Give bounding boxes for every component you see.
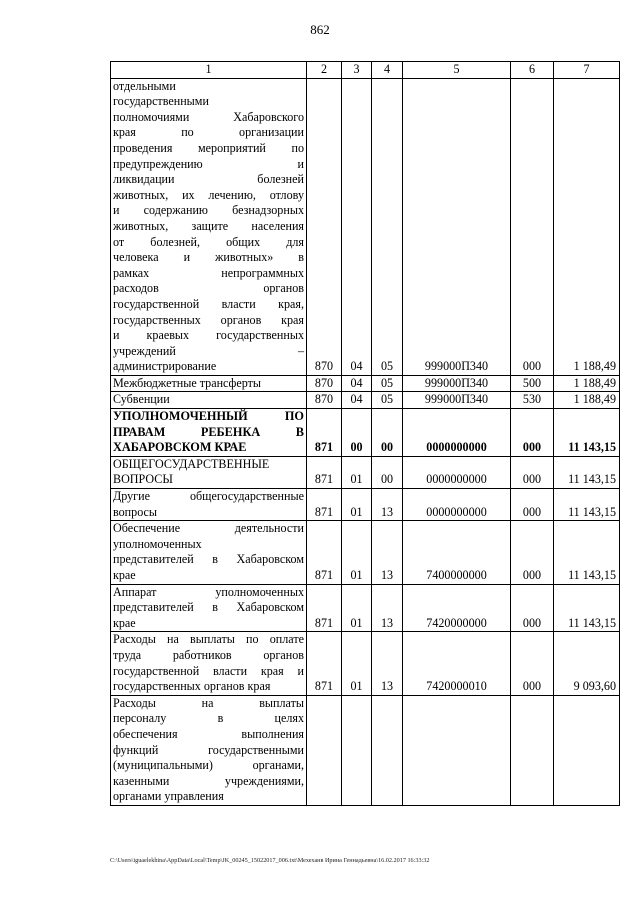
section-code: 04 (342, 392, 372, 409)
subsection-code: 05 (372, 375, 403, 392)
description-line: крае (113, 615, 136, 630)
grbs-code: 870 (307, 78, 342, 375)
description-line: представителей в Хабаровском (113, 600, 304, 615)
description-line: ВОПРОСЫ (113, 472, 173, 487)
description-line: и краевых государственных (113, 328, 304, 343)
grbs-code: 871 (307, 632, 342, 695)
description-line: и содержанию безнадзорных (113, 203, 304, 218)
target-article-code: 999000П340 (403, 392, 511, 409)
row-description (111, 409, 307, 457)
section-code: 01 (342, 521, 372, 584)
description-line: функций государственными (113, 742, 304, 757)
section-code: 01 (342, 584, 372, 632)
budget-table (110, 61, 620, 806)
description-line: уполномоченных (113, 536, 202, 551)
header-cell: 3 (342, 62, 372, 79)
description-line: Обеспечение деятельности (113, 521, 304, 536)
description-line: органами управления (113, 789, 224, 804)
expense-type-code: 000 (511, 632, 554, 695)
row-description (111, 456, 307, 488)
description-line: Аппарат уполномоченных (113, 584, 304, 599)
row-description (111, 695, 307, 805)
description-line: государственных органов края (113, 679, 271, 694)
row-description (111, 632, 307, 695)
expense-type-code (511, 695, 554, 805)
subsection-code: 00 (372, 409, 403, 457)
row-description (111, 584, 307, 632)
header-cell: 4 (372, 62, 403, 79)
subsection-code: 05 (372, 392, 403, 409)
description-line: государственной власти края и (113, 663, 304, 678)
description-line: проведения мероприятий по (113, 140, 304, 155)
grbs-code: 871 (307, 521, 342, 584)
section-code: 04 (342, 375, 372, 392)
amount: 11 143,15 (554, 409, 620, 457)
header-cell: 1 (111, 62, 307, 79)
amount: 11 143,15 (554, 584, 620, 632)
expense-type-code: 500 (511, 375, 554, 392)
description-line: ПРАВАМ РЕБЕНКА В (113, 424, 304, 439)
header-cell: 6 (511, 62, 554, 79)
table-row (111, 375, 620, 392)
description-line: Субвенции (113, 392, 170, 407)
grbs-code: 870 (307, 392, 342, 409)
expense-type-code: 000 (511, 78, 554, 375)
section-code: 01 (342, 632, 372, 695)
description-line: ОБЩЕГОСУДАРСТВЕННЫЕ (113, 456, 270, 471)
section-code: 04 (342, 78, 372, 375)
expense-type-code: 000 (511, 409, 554, 457)
row-description (111, 375, 307, 392)
amount: 1 188,49 (554, 392, 620, 409)
target-article-code: 999000П340 (403, 375, 511, 392)
description-line: крае (113, 568, 136, 582)
footer-file-path: C:\Users\iguaelekhina\AppData\Local\Temp\JK_00245_15022017_006.txt\Мехеханв Ирина Геннадьевна\16.02.2017 16:33:32 (110, 857, 430, 864)
section-code: 01 (342, 489, 372, 521)
table-row (111, 695, 620, 805)
subsection-code: 05 (372, 78, 403, 375)
expense-type-code: 000 (511, 521, 554, 584)
subsection-code: 13 (372, 521, 403, 584)
subsection-code (372, 695, 403, 805)
target-article-code: 999000П340 (403, 78, 511, 375)
table-row (111, 489, 620, 521)
section-code (342, 695, 372, 805)
description-line: труда работников органов (113, 647, 304, 662)
page-number: 862 (310, 22, 330, 37)
description-line: от болезней, общих для (113, 234, 304, 249)
table-header-row (111, 62, 620, 79)
description-line: расходов органов (113, 281, 304, 296)
target-article-code (403, 695, 511, 805)
grbs-code: 871 (307, 456, 342, 488)
grbs-code: 871 (307, 489, 342, 521)
description-line: Другие общегосударственные (113, 489, 304, 504)
description-line: ХАБАРОВСКОМ КРАЕ (113, 440, 247, 455)
table-row (111, 78, 620, 375)
description-line: края по организации (113, 125, 304, 140)
section-code: 01 (342, 456, 372, 488)
description-line: Расходы на выплаты (113, 695, 304, 710)
description-line: Расходы на выплаты по оплате (113, 632, 304, 647)
description-line: обеспечения выполнения (113, 726, 304, 741)
description-line: учреждений – (113, 343, 304, 358)
description-line: представителей в Хабаровском (113, 552, 304, 567)
amount: 11 143,15 (554, 456, 620, 488)
row-description (111, 489, 307, 521)
table-row (111, 456, 620, 488)
grbs-code: 870 (307, 375, 342, 392)
description-line: предупреждению и (113, 156, 304, 171)
description-line: УПОЛНОМОЧЕННЫЙ ПО (113, 409, 304, 424)
amount: 11 143,15 (554, 489, 620, 521)
grbs-code: 871 (307, 409, 342, 457)
section-code: 00 (342, 409, 372, 457)
expense-type-code: 530 (511, 392, 554, 409)
table-row (111, 632, 620, 695)
target-article-code: 0000000000 (403, 409, 511, 457)
amount: 1 188,49 (554, 375, 620, 392)
subsection-code: 13 (372, 489, 403, 521)
description-line: отдельными (113, 78, 176, 93)
description-line: животных, защите населения (113, 218, 304, 233)
description-line: (муниципальными) органами, (113, 758, 304, 773)
description-line: государственных органов края (113, 312, 304, 327)
table-row (111, 584, 620, 632)
amount: 11 143,15 (554, 521, 620, 584)
description-line: государственной власти края, (113, 296, 304, 311)
description-line: рамках непрограммных (113, 265, 304, 280)
description-line: вопросы (113, 504, 158, 519)
subsection-code: 13 (372, 632, 403, 695)
description-line: Межбюджетные трансферты (113, 375, 262, 390)
amount: 9 093,60 (554, 632, 620, 695)
grbs-code (307, 695, 342, 805)
amount: 1 188,49 (554, 78, 620, 375)
description-line: казенными учреждениями, (113, 773, 304, 788)
table-row (111, 521, 620, 584)
target-article-code: 7420000000 (403, 584, 511, 632)
description-line: персоналу в целях (113, 711, 304, 726)
subsection-code: 00 (372, 456, 403, 488)
description-line: администрирование (113, 359, 217, 374)
description-line: ликвидации болезней (113, 172, 304, 187)
table-row (111, 409, 620, 457)
table-body (111, 62, 620, 806)
subsection-code: 13 (372, 584, 403, 632)
description-line: человека и животных» в (113, 250, 304, 265)
description-line: полномочиями Хабаровского (113, 109, 304, 124)
expense-type-code: 000 (511, 456, 554, 488)
row-description (111, 392, 307, 409)
amount (554, 695, 620, 805)
target-article-code: 0000000000 (403, 456, 511, 488)
target-article-code: 7420000010 (403, 632, 511, 695)
target-article-code: 0000000000 (403, 489, 511, 521)
expense-type-code: 000 (511, 489, 554, 521)
header-cell: 7 (554, 62, 620, 79)
grbs-code: 871 (307, 584, 342, 632)
row-description (111, 78, 307, 375)
description-line: животных, их лечению, отлову (113, 187, 304, 202)
row-description (111, 521, 307, 584)
header-cell: 5 (403, 62, 511, 79)
header-cell: 2 (307, 62, 342, 79)
description-line: государственными (113, 94, 209, 109)
expense-type-code: 000 (511, 584, 554, 632)
target-article-code: 7400000000 (403, 521, 511, 584)
table-row (111, 392, 620, 409)
